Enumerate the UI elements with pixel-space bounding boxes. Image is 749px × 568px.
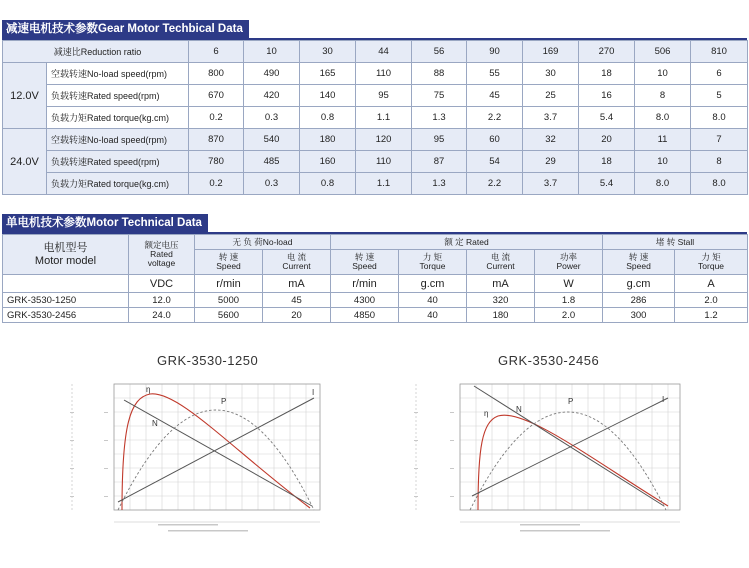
subheader-cn: 转 速 [354, 252, 375, 262]
table-cell: 1.3 [412, 107, 467, 129]
model-header [3, 235, 129, 275]
table-cell: 180 [300, 129, 356, 151]
table-cell: 54 [467, 151, 523, 173]
table-cell: 45 [263, 293, 331, 308]
unit-cell: A [675, 275, 748, 293]
table-cell: 30 [523, 63, 579, 85]
table-cell: 45 [467, 85, 523, 107]
gear-data-table [2, 40, 748, 195]
subheader-cell [195, 250, 263, 275]
gear-table-row [3, 107, 748, 129]
rated-voltage-en1: Rated [150, 249, 173, 259]
table-cell: 8.0 [635, 107, 691, 129]
motor-section-title: 单电机技术参数Motor Technical Data [2, 214, 208, 232]
ratio-cell: 30 [300, 41, 356, 63]
power-label: P [568, 397, 574, 406]
efficiency-label: η [146, 385, 151, 394]
ratio-cell: 270 [579, 41, 635, 63]
subheader-en: Power [556, 261, 581, 271]
ratio-cell: 506 [635, 41, 691, 63]
performance-chart-2 [400, 370, 690, 540]
table-cell: 1.3 [412, 173, 467, 195]
table-cell: 24.0 [129, 308, 195, 323]
row-label: 负载转速Rated speed(rpm) [47, 151, 189, 173]
table-cell: 12.0 [129, 293, 195, 308]
row-label: 负载力矩Rated torque(kg.cm) [47, 173, 189, 195]
table-cell: 2.2 [467, 107, 523, 129]
table-cell: 1.2 [675, 308, 748, 323]
reduction-ratio-row [3, 41, 748, 63]
chart-2-title: GRK-3530-2456 [498, 353, 600, 368]
ratio-cell: 44 [356, 41, 412, 63]
table-cell: 4300 [331, 293, 399, 308]
table-cell: 8.0 [691, 107, 748, 129]
power-curve [470, 412, 666, 510]
gear-table-row [3, 129, 748, 151]
unit-cell: g.cm [603, 275, 675, 293]
speed-label: N [516, 405, 522, 414]
table-cell: 870 [189, 129, 244, 151]
subheader-en: Current [282, 261, 311, 271]
motor-data-table [2, 234, 748, 323]
unit-cell: mA [263, 275, 331, 293]
table-cell: 5000 [195, 293, 263, 308]
table-cell: 25 [523, 85, 579, 107]
table-cell: 8.0 [691, 173, 748, 195]
speed-line [124, 400, 312, 506]
table-cell: 2.0 [675, 293, 748, 308]
ratio-cell: 90 [467, 41, 523, 63]
model-header-en: Motor model [34, 254, 97, 267]
table-cell: 75 [412, 85, 467, 107]
current-label: I [662, 395, 665, 404]
subheader-cn: 功率 [560, 252, 578, 262]
table-cell: 5.4 [579, 173, 635, 195]
subheader-cn: 电 流 [490, 252, 511, 262]
subheader-cn: 转 速 [628, 252, 649, 262]
rated-voltage-header [129, 235, 195, 275]
table-cell: 540 [244, 129, 300, 151]
gear-section-title: 减速电机技术参数Gear Motor Techbical Data [2, 20, 249, 38]
motor-model-cell: GRK-3530-1250 [3, 293, 129, 308]
table-cell: 10 [635, 63, 691, 85]
table-cell: 8.0 [635, 173, 691, 195]
ratio-cell: 810 [691, 41, 748, 63]
table-cell: 0.3 [244, 173, 300, 195]
ratio-cell: 10 [244, 41, 300, 63]
chart-1-title: GRK-3530-1250 [157, 353, 259, 368]
table-cell: 0.2 [189, 107, 244, 129]
motor-table-row [3, 293, 748, 308]
table-cell: 110 [356, 63, 412, 85]
unit-cell: r/min [331, 275, 399, 293]
table-cell: 95 [412, 129, 467, 151]
table-cell: 88 [412, 63, 467, 85]
table-cell: 2.2 [467, 173, 523, 195]
table-cell: 5600 [195, 308, 263, 323]
table-cell: 140 [300, 85, 356, 107]
motor-table-row [3, 308, 748, 323]
table-cell: 3.7 [523, 173, 579, 195]
motor-header-row [3, 235, 748, 250]
table-cell: 7 [691, 129, 748, 151]
table-cell: 780 [189, 151, 244, 173]
table-cell: 18 [579, 151, 635, 173]
gear-table-row [3, 85, 748, 107]
subheader-en: Speed [626, 261, 651, 271]
table-cell: 800 [189, 63, 244, 85]
voltage-24v-label: 24.0V [3, 129, 47, 195]
table-cell: 0.8 [300, 173, 356, 195]
rated-voltage-en2: voltage [147, 258, 176, 268]
efficiency-label: η [484, 409, 489, 418]
table-cell: 300 [603, 308, 675, 323]
table-cell: 286 [603, 293, 675, 308]
table-cell: 32 [523, 129, 579, 151]
gear-table-row [3, 63, 748, 85]
speed-label: N [152, 419, 158, 428]
subheader-en: Current [486, 261, 515, 271]
table-cell: 110 [356, 151, 412, 173]
table-cell: 0.3 [244, 107, 300, 129]
table-cell: 55 [467, 63, 523, 85]
table-cell: 165 [300, 63, 356, 85]
ratio-cell: 56 [412, 41, 467, 63]
subheader-cell [603, 250, 675, 275]
row-label: 负载转速Rated speed(rpm) [47, 85, 189, 107]
table-cell: 0.2 [189, 173, 244, 195]
table-cell: 320 [467, 293, 535, 308]
table-cell: 0.8 [300, 107, 356, 129]
table-cell: 2.0 [535, 308, 603, 323]
table-cell: 10 [635, 151, 691, 173]
subheader-cell [263, 250, 331, 275]
table-cell: 40 [399, 293, 467, 308]
unit-cell: mA [467, 275, 535, 293]
gear-table-row [3, 173, 748, 195]
subheader-cell [675, 250, 748, 275]
table-cell: 160 [300, 151, 356, 173]
motor-model-cell: GRK-3530-2456 [3, 308, 129, 323]
table-cell: 20 [579, 129, 635, 151]
unit-cell: g.cm [399, 275, 467, 293]
subheader-en: Torque [419, 261, 446, 271]
subheader-en: Speed [216, 261, 241, 271]
axis-tick-marks [70, 412, 248, 532]
subheader-cell [331, 250, 399, 275]
table-cell: 485 [244, 151, 300, 173]
unit-cell: W [535, 275, 603, 293]
subheader-cn: 转 速 [218, 252, 239, 262]
rated-group-header: 额 定 Rated [331, 235, 603, 250]
power-label: P [221, 397, 227, 406]
voltage-12v-label: 12.0V [3, 63, 47, 129]
table-cell: 420 [244, 85, 300, 107]
table-cell: 8 [691, 151, 748, 173]
table-cell: 60 [467, 129, 523, 151]
unit-cell: r/min [195, 275, 263, 293]
subheader-cell [535, 250, 603, 275]
table-cell: 490 [244, 63, 300, 85]
row-label: 空载转速No-load speed(rpm) [47, 129, 189, 151]
current-label: I [312, 388, 315, 397]
subheader-cn: 力 矩 [701, 252, 721, 262]
table-cell: 5 [691, 85, 748, 107]
unit-cell: VDC [129, 275, 195, 293]
table-cell: 16 [579, 85, 635, 107]
table-cell: 8 [635, 85, 691, 107]
subheader-en: Torque [698, 261, 725, 271]
axis-tick-marks [414, 412, 610, 532]
table-cell: 4850 [331, 308, 399, 323]
gear-table-row [3, 151, 748, 173]
table-cell: 11 [635, 129, 691, 151]
table-cell: 20 [263, 308, 331, 323]
table-cell: 1.1 [356, 173, 412, 195]
table-cell: 1.8 [535, 293, 603, 308]
table-cell: 6 [691, 63, 748, 85]
ratio-cell: 6 [189, 41, 244, 63]
table-cell: 5.4 [579, 107, 635, 129]
noload-group-header: 无 负 荷No-load [195, 235, 331, 250]
row-label: 空载转速No-load speed(rpm) [47, 63, 189, 85]
current-line [472, 398, 668, 496]
model-header-cn: 电机型号 [43, 241, 88, 254]
table-cell: 3.7 [523, 107, 579, 129]
table-cell: 18 [579, 63, 635, 85]
subheader-cell [467, 250, 535, 275]
table-cell: 95 [356, 85, 412, 107]
ratio-cell: 169 [523, 41, 579, 63]
subheader-cn: 电 流 [286, 252, 307, 262]
table-cell: 120 [356, 129, 412, 151]
rated-voltage-cn: 额定电压 [144, 240, 179, 250]
power-curve [118, 410, 314, 510]
table-cell: 180 [467, 308, 535, 323]
table-cell: 40 [399, 308, 467, 323]
performance-chart-1 [58, 370, 338, 540]
units-row [3, 275, 748, 293]
table-cell: 87 [412, 151, 467, 173]
table-cell: 29 [523, 151, 579, 173]
table-cell: 670 [189, 85, 244, 107]
subheader-en: Speed [352, 261, 377, 271]
units-blank-cell [3, 275, 129, 293]
stall-group-header: 堵 转 Stall [603, 235, 748, 250]
reduction-ratio-label: 减速比Reduction ratio [3, 41, 189, 63]
table-cell: 1.1 [356, 107, 412, 129]
subheader-cell [399, 250, 467, 275]
subheader-cn: 力 矩 [422, 252, 443, 262]
row-label: 负载力矩Rated torque(kg.cm) [47, 107, 189, 129]
